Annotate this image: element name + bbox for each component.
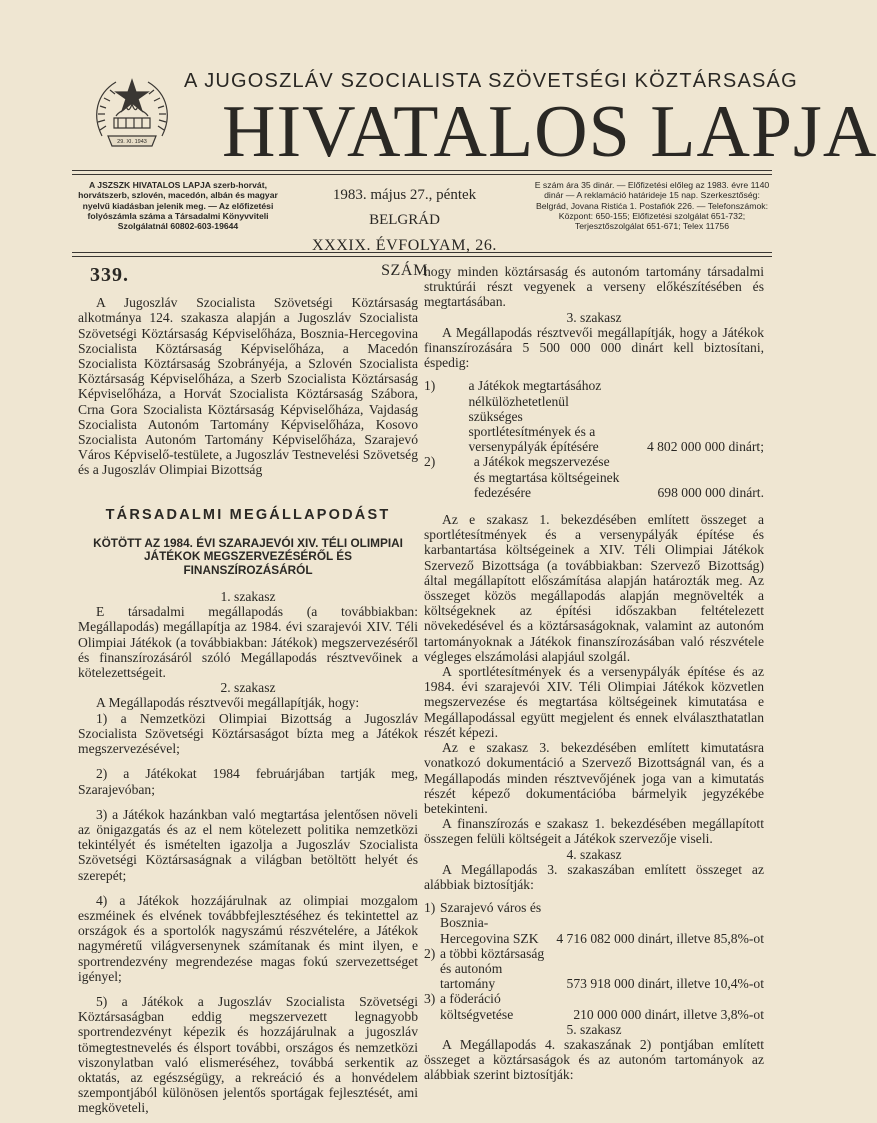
left-column bbox=[78, 264, 418, 1116]
allocation-row bbox=[424, 378, 764, 454]
list-item: 3) a Játékok hazánkban való megtartása jelentősen növeli az önigazgatás és az el nem kötelezett politika nemzetközi tekintélyét és ismételten igazolja a Jugoszláv Szocialista Szövetségi Köztársaságnak a világban betöltött helyét és szerepét; bbox=[78, 806, 418, 883]
distribution-amount: 210 000 000 dinárt, illetve 3,8%-ot bbox=[573, 1006, 764, 1022]
paragraph: E társadalmi megállapodás (a továbbiakban: Megállapodás) megállapítja az 1984. évi szarajevói XIV. Téli Olimpiai Játékok (a továbbiakban: Játékok) megszervezéséről és finanszírozásáról szóló Megállapodás résztvevőinek a kötelezettségeit. bbox=[78, 604, 418, 681]
agreement-title: TÁRSADALMI MEGÁLLAPODÁST bbox=[105, 506, 391, 523]
paragraph: Az e szakasz 3. bekezdésében említett kimutatásra vonatkozó dokumentáció a Szervező Bizottságnál van, és a Megállapodás minden résztvevőjének joga van a kimutatás részét képező dokumentációba bármelyik jegyzékébe betekinteni. bbox=[424, 740, 764, 816]
distribution-number: 2) bbox=[424, 945, 436, 961]
paragraph: hogy minden köztársaság és autonóm tartomány társadalmi struktúrái részt vegyenek a verseny előkészítésében és megtartásában. bbox=[424, 264, 764, 310]
document-number: 339. bbox=[90, 264, 129, 286]
distribution-label: a föderáció költségvetése bbox=[440, 991, 514, 1022]
allocation-amount: 4 802 000 000 dinárt; bbox=[646, 439, 764, 455]
republic-heading: A JUGOSZLÁV SZOCIALISTA SZÖVETSÉGI KÖZTÁRSASÁG bbox=[184, 70, 798, 92]
issue-date: 1983. május 27., péntek bbox=[332, 187, 477, 203]
distribution-number: 3) bbox=[424, 991, 436, 1007]
paragraph: A Megállapodás 3. szakaszában említett összeget az alábbiak biztosítják: bbox=[424, 861, 764, 892]
section-heading: 1. szakasz bbox=[220, 589, 276, 605]
allocation-amount: 698 000 000 dinárt. bbox=[657, 484, 764, 500]
agreement-subtitle: KÖTÖTT AZ 1984. ÉVI SZARAJEVÓI XIV. TÉLI OLIMPIAI JÁTÉKOK MEGSZERVEZÉSÉRŐL ÉS FINANSZÍROZÁSÁRÓL bbox=[93, 535, 403, 577]
preamble: A Jugoszláv Szocialista Szövetségi Köztársaság alkotmánya 124. szakasza alapján a Jugoszláv Szocialista Szövetségi Köztársaság Képviselőháza, Bosznia-Hercegovina Szocialista Köztársaság Képviselőháza, a Macedón Szocialista Köztársaság Szobrányéja, a Szlovén Szocialista Köztársaság Képviselőháza, a Szerb Szocialista Köztársaság Képviselőháza, a Horvát Szocialista Köztársaság Szábora, Crna Gora Szocialista Köztársaság Képviselőháza, Vajdaság Szocialista Autonóm Tartomány Képviselőháza, Kosovo Szocialista Autonóm Tartomány Képviselőháza, Szarajevó Város Képviselő-testülete, a Jugoszláv Testnevelési Szövetség és a Jugoszláv Olimpiai Bizottság bbox=[78, 295, 418, 478]
paragraph: A sportlétesítmények és a versenypályák építése és az 1984. évi szarajevói XIV. Téli Olimpiai Játékok közvetlen megszervezése és megtartása költségeinek kimutatása e Megállapodással együtt megjelent és ennek elválaszthatatlan részét képezi. bbox=[424, 664, 764, 740]
price-contact-info: E szám ára 35 dinár. — Előfizetési előleg az 1983. évre 1140 dinár — A reklamáció határideje 15 nap. Szerkesztőség: Belgrád, Jovana Ristića 1. Postafiók 226. — Telefonszámok: Központ: 650-155; Előfizetési szolgálat 651-732; Terjesztőszolgálat 651-671; Telex 11756 bbox=[534, 180, 770, 232]
section-heading: 3. szakasz bbox=[566, 309, 622, 325]
allocation-number: 2) bbox=[424, 454, 436, 470]
state-emblem-icon bbox=[86, 66, 178, 162]
allocation-label: a Játékok megszervezése és megtartása költségeinek fedezésére bbox=[473, 454, 620, 500]
emblem-date-label: 29. XI. 1943 bbox=[117, 139, 147, 145]
distribution-row bbox=[424, 991, 764, 1021]
list-item: 1) a Nemzetközi Olimpiai Bizottság a Jugoszláv Szocialista Szövetségi Köztársaságot bízta meg a Játékok megszervezésével; bbox=[78, 710, 418, 757]
header-rule bbox=[72, 174, 772, 175]
publication-info: A JSZSZK HIVATALOS LAPJA szerb-horvát, horvátszerb, szlovén, macedón, albán és magyar nyelvű kiadásban jelenik meg. — Az előfizetési folyószámla száma a Társadalmi Könyvviteli Szolgálatnál 60802-603-19644 bbox=[78, 180, 278, 232]
issue-volume: XXXIX. ÉVFOLYAM, 26. SZÁM bbox=[311, 237, 498, 279]
paragraph: A Megállapodás résztvevői megállapítják, hogy: bbox=[96, 695, 360, 711]
header-rule bbox=[72, 256, 772, 257]
distribution-row bbox=[424, 900, 764, 946]
header-rule bbox=[72, 252, 772, 253]
distribution-row bbox=[424, 946, 764, 992]
allocation-label: a Játékok megtartásához nélkülözhetetlenül szükséges sportlétesítmények és a versenypályák építésére bbox=[468, 378, 602, 455]
distribution-label: a többi köztársaság és autonóm tartomány bbox=[440, 945, 545, 992]
gazette-title: HIVATALOS LAPJA bbox=[222, 91, 877, 173]
paragraph: A Megállapodás résztvevői megállapítják, hogy a Játékok finanszírozására 5 500 000 000 dinárt kell biztosítani, éspedig: bbox=[424, 324, 764, 371]
allocation-number: 1) bbox=[424, 378, 436, 394]
list-item: 2) a Játékokat 1984 februárjában tartják meg, Szarajevóban; bbox=[78, 766, 418, 797]
section-heading: 4. szakasz bbox=[566, 846, 622, 862]
distribution-amount: 573 918 000 dinárt, illetve 10,4%-ot bbox=[566, 976, 764, 992]
header-rule bbox=[72, 170, 772, 171]
distribution-number: 1) bbox=[424, 900, 436, 916]
distribution-label: Szarajevó város és Bosznia-Hercegovina SZK bbox=[440, 900, 542, 946]
section-heading: 2. szakasz bbox=[220, 680, 276, 696]
right-column bbox=[424, 264, 764, 1083]
allocation-row bbox=[424, 454, 764, 500]
paragraph: Az e szakasz 1. bekezdésében említett összeget a sportlétesítmények és a versenypályák építése és karbantartása költségeinek a XIV. Téli Olimpiai Játékok Szervező Bizottsága (a továbbiakban: Szervező Bizottság) által megállapított előszámítása alapján határozták meg. Az összeget közös megállapodás alapján megnövelték a költségeknek az építési időszakban feltételezett növekedésével és a köztársaságoknak, valamint az autonóm tartományoknak a Játékok finanszírozásában való részvétele végleges elszámolási alapjául szolgál. bbox=[424, 512, 764, 664]
section-heading: 5. szakasz bbox=[566, 1021, 622, 1037]
distribution-amount: 4 716 082 000 dinárt, illetve 85,8%-ot bbox=[556, 930, 764, 946]
list-item: 4) a Játékok hozzájárulnak az olimpiai mozgalom eszméinek és elvének továbbfejlesztéséhez és tekintettel az országok és a sportolók nagyszámú részvételére, a Játékok nagyméretű világversenynek számítanak és mint ilyen, e sportrendezvény megrendezése magas fokú szervezettséget igényel; bbox=[78, 892, 418, 984]
list-item: 5) a Játékok a Jugoszláv Szocialista Szövetségi Köztársaságban eddig megszervezett legnagyobb sportrendezvényt képezik és hozzájárulnak a jugoszláv tömegtestnevelés és élsport további, országos és nemzetközi viszonylatban való elismeréséhez, továbbá serkentik az oktatás, az egészségügy, a rekreáció és a honvédelem szempontjából különösen jelentős sportágak fejlesztését, ami megköveteli, bbox=[78, 993, 418, 1116]
issue-city: BELGRÁD bbox=[369, 212, 440, 228]
paragraph: A finanszírozás e szakasz 1. bekezdésében megállapított összegen felüli költségeit a Játékok szervezője viseli. bbox=[424, 816, 764, 847]
paragraph: A Megállapodás 4. szakaszának 2) pontjában említett összeget a köztársaságok és az autonóm tartományok az alábbiak szerint biztosítják: bbox=[424, 1036, 764, 1083]
